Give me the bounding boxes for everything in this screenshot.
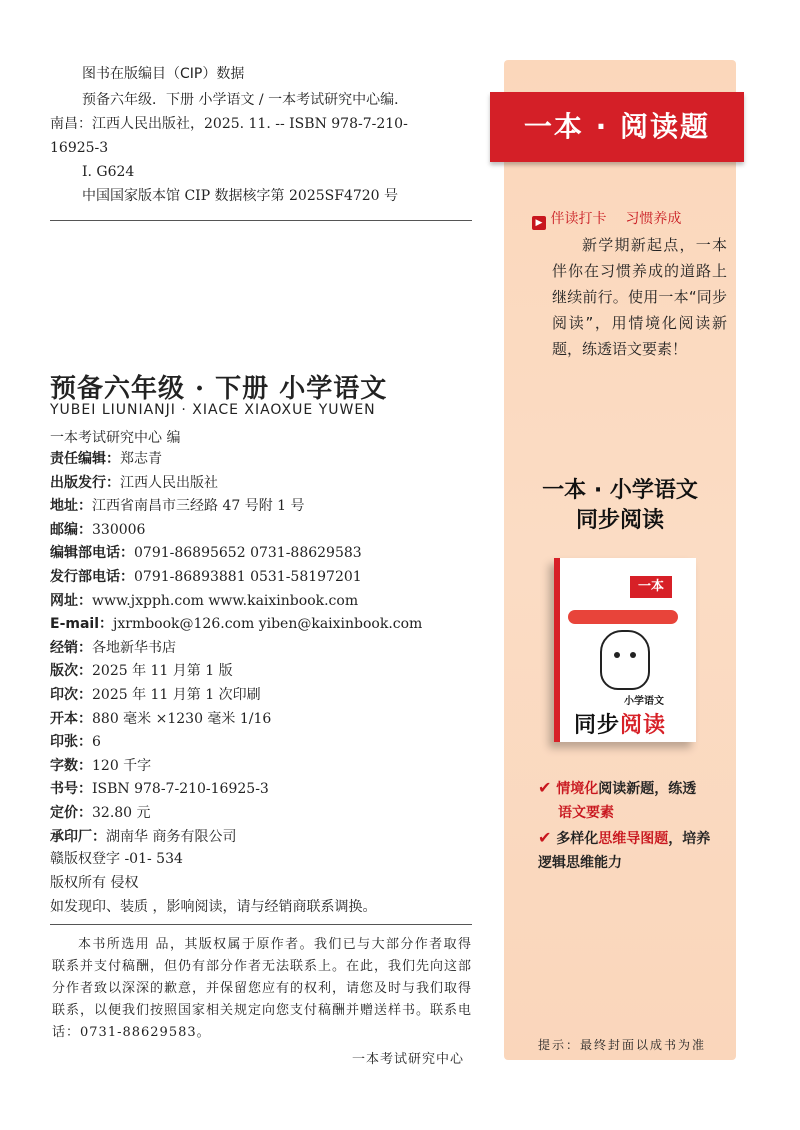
cover-logo: 一本 bbox=[630, 576, 672, 598]
meta-label: 编辑部电话： bbox=[50, 545, 134, 562]
meta-value: 330006 bbox=[92, 521, 146, 538]
promo-subheading: 同步阅读 bbox=[575, 508, 664, 533]
meta-label: 版次： bbox=[50, 663, 92, 680]
promo-tag-checkin: 伴读打卡 bbox=[550, 211, 607, 227]
meta-value: 郑志青 bbox=[120, 451, 162, 467]
meta-row bbox=[50, 497, 305, 515]
meta-row bbox=[50, 686, 261, 704]
meta-value: 120 千字 bbox=[92, 757, 152, 774]
meta-label: 邮编： bbox=[50, 521, 92, 538]
cover-title-part: 阅读 bbox=[620, 713, 667, 738]
notice-signature: 一本考试研究中心 bbox=[352, 1052, 465, 1067]
rights-reserved: 版权所有 侵权 bbox=[50, 875, 139, 891]
meta-label: 开本： bbox=[50, 710, 92, 727]
meta-label: 发行部电话： bbox=[50, 569, 134, 585]
meta-value: 880 毫米 ×1230 毫米 1/16 bbox=[92, 710, 272, 727]
cip-heading: 图书在版编目（CIP）数据 bbox=[82, 66, 245, 82]
meta-row bbox=[50, 804, 151, 822]
meta-label: 承印厂： bbox=[50, 828, 106, 845]
cip-line: 南昌：江西人民出版社，2025. 11. -- ISBN 978-7-210- bbox=[50, 116, 408, 132]
meta-value: ISBN 978-7-210-16925-3 bbox=[92, 781, 269, 798]
feature-text: 阅读新题，练透 bbox=[598, 781, 697, 797]
feature-highlight: 情境化 bbox=[556, 781, 599, 797]
meta-label: 印张： bbox=[50, 734, 92, 751]
meta-row bbox=[50, 450, 162, 468]
meta-label: 定价： bbox=[50, 805, 92, 821]
meta-row bbox=[50, 780, 269, 798]
meta-value: 0791-86895652 0731-88629583 bbox=[134, 545, 362, 562]
meta-label: 字数： bbox=[50, 757, 92, 774]
meta-label: 网址： bbox=[50, 592, 92, 609]
feature-1 bbox=[538, 776, 718, 825]
meta-label: 责任编辑： bbox=[50, 451, 120, 467]
promo-heading: 一本 · 小学语文 bbox=[542, 478, 698, 503]
feature-text: ，培养逻辑思维能力 bbox=[538, 831, 711, 871]
promo-tag-row bbox=[532, 208, 681, 230]
meta-value: 2025 年 11 月第 1 次印刷 bbox=[92, 687, 261, 703]
meta-row bbox=[50, 568, 362, 586]
meta-row bbox=[50, 615, 422, 633]
meta-label: 书号： bbox=[50, 781, 92, 798]
cip-line: 16925-3 bbox=[50, 140, 109, 156]
cip-line: 中国国家版本馆 CIP 数据核字第 2025SF4720 号 bbox=[82, 188, 399, 204]
cover-disclaimer: 提示：最终封面以成书为准 bbox=[538, 1038, 707, 1052]
book-cover-image bbox=[554, 558, 696, 742]
meta-value: 32.80 元 bbox=[92, 805, 151, 821]
defect-notice: 如发现印、装质 ，影响阅读，请与经销商联系调换。 bbox=[50, 899, 377, 915]
meta-row bbox=[50, 757, 151, 775]
meta-row bbox=[50, 592, 358, 610]
meta-value: 6 bbox=[92, 734, 101, 751]
check-icon: ✔ bbox=[538, 778, 552, 797]
feature-text: 多样化 bbox=[556, 831, 599, 847]
cover-title-part: 同步 bbox=[574, 713, 621, 738]
meta-value: 湖南华 商务有限公司 bbox=[106, 828, 237, 845]
promo-body: 新学期新起点，一本伴你在习惯养成的道路上继续前行。使用一本“同步阅读”，用情境化阅读新题，练透语文要素！ bbox=[552, 236, 727, 358]
promo-banner bbox=[490, 92, 744, 162]
copyright-notice: 本书所选用 品，其版权属于原作者。我们已与大部分作者取得联系并支付稿酬，但仍有部分作者无法联系上。在此，我们先向这部分作者致以深深的歉意，并保留您应有的权利，请您及时与我们取得联系，以便我们按照国家相关规定向您支付稿酬并赠送样书。联系电话：0731-88629583。 bbox=[52, 937, 473, 1040]
cip-line: Ⅰ. G624 bbox=[82, 164, 135, 180]
meta-row bbox=[50, 639, 176, 657]
cip-line: 预备六年级．下册 小学语文 / 一本考试研究中心编． bbox=[82, 92, 409, 108]
meta-row bbox=[50, 662, 233, 680]
book-author: 一本考试研究中心 编 bbox=[50, 430, 181, 446]
cover-title bbox=[574, 708, 666, 739]
divider bbox=[50, 220, 472, 221]
feature-highlight: 思维导图题 bbox=[598, 831, 669, 847]
meta-label: 地址： bbox=[50, 498, 92, 515]
promo-banner-title: 一本 · 阅读题 bbox=[523, 110, 711, 143]
cartoon-face-icon bbox=[600, 630, 650, 690]
meta-value: jxrmbook@126.com yiben@kaixinbook.com bbox=[113, 616, 423, 633]
cover-subject: 小学语文 bbox=[624, 696, 664, 707]
copyright-registration: 赣版权登字 -01- 534 bbox=[50, 851, 183, 867]
promo-tag-habit: 习惯养成 bbox=[625, 211, 682, 227]
meta-label: 经销： bbox=[50, 639, 92, 656]
meta-row bbox=[50, 733, 101, 751]
meta-row bbox=[50, 521, 145, 539]
meta-value: www.jxpph.com www.kaixinbook.com bbox=[92, 592, 359, 609]
feature-highlight: 语文要素 bbox=[558, 805, 614, 821]
meta-row bbox=[50, 474, 218, 492]
meta-value: 江西省南昌市三经路 47 号附 1 号 bbox=[92, 498, 305, 515]
meta-value: 0791-86893881 0531-58197201 bbox=[134, 569, 362, 585]
book-title: 预备六年级 · 下册 小学语文 bbox=[50, 374, 388, 404]
divider bbox=[50, 924, 472, 925]
meta-label: 出版发行： bbox=[50, 474, 120, 491]
meta-row bbox=[50, 544, 362, 562]
book-pinyin: YUBEI LIUNIANJI · XIACE XIAOXUE YUWEN bbox=[50, 402, 376, 418]
check-icon: ✔ bbox=[538, 828, 552, 847]
meta-label: E-mail： bbox=[50, 616, 114, 633]
meta-label: 印次： bbox=[50, 687, 92, 703]
play-icon: ▶ bbox=[532, 216, 546, 230]
meta-row bbox=[50, 828, 236, 846]
feature-2 bbox=[538, 826, 718, 875]
meta-value: 江西人民出版社 bbox=[120, 474, 218, 491]
meta-row bbox=[50, 710, 271, 728]
meta-value: 各地新华书店 bbox=[92, 639, 176, 656]
cover-banner-strip bbox=[568, 610, 678, 624]
meta-value: 2025 年 11 月第 1 版 bbox=[92, 663, 233, 680]
